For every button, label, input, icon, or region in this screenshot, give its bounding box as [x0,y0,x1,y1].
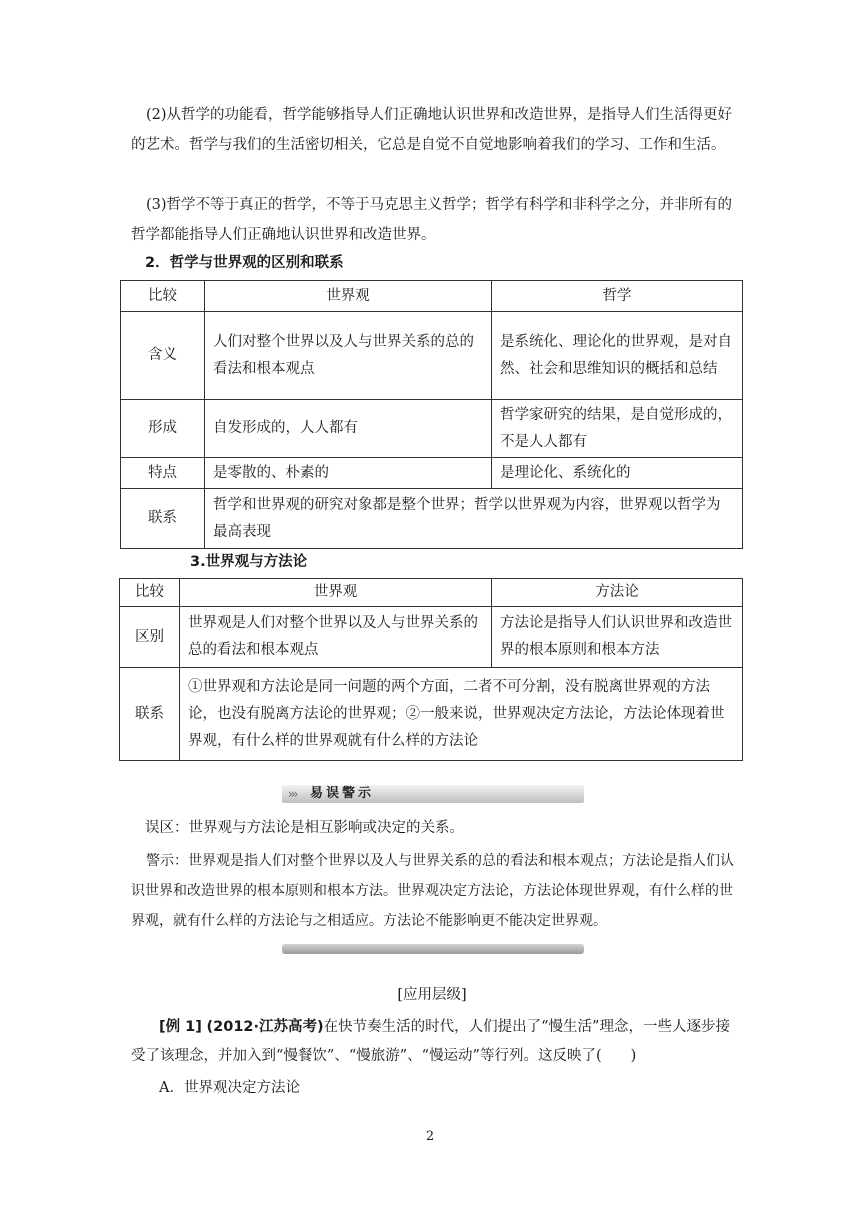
chevron-right-icon: ››› [288,787,297,801]
cell-meaning-worldview: 人们对整个世界以及人与世界关系的总的看法和根本观点 [205,312,492,400]
cell-link-text: ①世界观和方法论是同一问题的两个方面，二者不可分割，没有脱离世界观的方法论，也没有脱离方法论的世界观；②一般来说，世界观决定方法论，方法论体现着世界观，有什么样的世界观就有什么样的方法论 [180,668,743,761]
row-label-difference: 区别 [120,607,180,668]
cell-formation-worldview: 自发形成的，人人都有 [205,400,492,458]
row-label-meaning: 含义 [121,312,205,400]
header-worldview: 世界观 [205,281,492,312]
example-1 [131,1013,738,1071]
row-label-link: 联系 [120,668,180,761]
cell-difference-methodology: 方法论是指导人们认识世界和改造世界的根本原则和根本方法 [492,607,743,668]
application-level-title: [应用层级] [397,987,467,1003]
paragraph-philosophy-types: (3)哲学不等于真正的哲学，不等于马克思主义哲学；哲学有科学和非科学之分，并非所有的哲学都能指导人们正确地认识世界和改造世界。 [131,197,733,243]
option-a: A．世界观决定方法论 [159,1080,300,1096]
misconception-text: 误区：世界观与方法论是相互影响或决定的关系。 [145,820,464,836]
cell-feature-worldview: 是零散的、朴素的 [205,458,492,489]
cell-difference-worldview: 世界观是人们对整个世界以及人与世界关系的总的看法和根本观点 [180,607,492,668]
header-compare: 比较 [120,579,180,607]
cell-formation-philosophy: 哲学家研究的结果，是自觉形成的，不是人人都有 [492,400,743,458]
example-tag: [例 1] [159,1019,202,1035]
warning-bottom-bar [282,944,584,954]
header-philosophy: 哲学 [492,281,743,312]
section3-heading: 3.世界观与方法论 [190,554,308,570]
philosophy-worldview-table [120,280,743,549]
warning-banner-label: 易误警示 [310,786,375,801]
example-text: 在快节奏生活的时代，人们提出了“慢生活”理念，一些人逐步接受了该理念，并加入到“慢餐饮”、“慢旅游”、“慢运动”等行列。这反映了( ) [131,1019,730,1064]
page-number: 2 [425,1129,435,1144]
example-source: (2012·江苏高考) [206,1019,324,1035]
cell-meaning-philosophy: 是系统化、理论化的世界观，是对自然、社会和思维知识的概括和总结 [492,312,743,400]
header-methodology: 方法论 [492,579,743,607]
row-label-link: 联系 [121,489,205,549]
header-compare: 比较 [121,281,205,312]
section2-heading: 2．哲学与世界观的区别和联系 [145,255,344,271]
row-label-feature: 特点 [121,458,205,489]
cell-feature-philosophy: 是理论化、系统化的 [492,458,743,489]
cell-link-text: 哲学和世界观的研究对象都是整个世界；哲学以世界观为内容，世界观以哲学为最高表现 [205,489,743,549]
caution-text: 警示：世界观是指人们对整个世界以及人与世界关系的总的看法和根本观点；方法论是指人们认识世界和改造世界的根本原则和根本方法。世界观决定方法论，方法论体现世界观，有什么样的世界观，就有什么样的方法论与之相适应。方法论不能影响更不能决定世界观。 [131,853,734,929]
warning-banner [282,785,584,803]
header-worldview: 世界观 [180,579,492,607]
paragraph-philosophy-function: (2)从哲学的功能看，哲学能够指导人们正确地认识世界和改造世界，是指导人们生活得更好的艺术。哲学与我们的生活密切相关，它总是自觉不自觉地影响着我们的学习、工作和生活。 [131,107,733,153]
row-label-formation: 形成 [121,400,205,458]
worldview-methodology-table [119,578,743,761]
